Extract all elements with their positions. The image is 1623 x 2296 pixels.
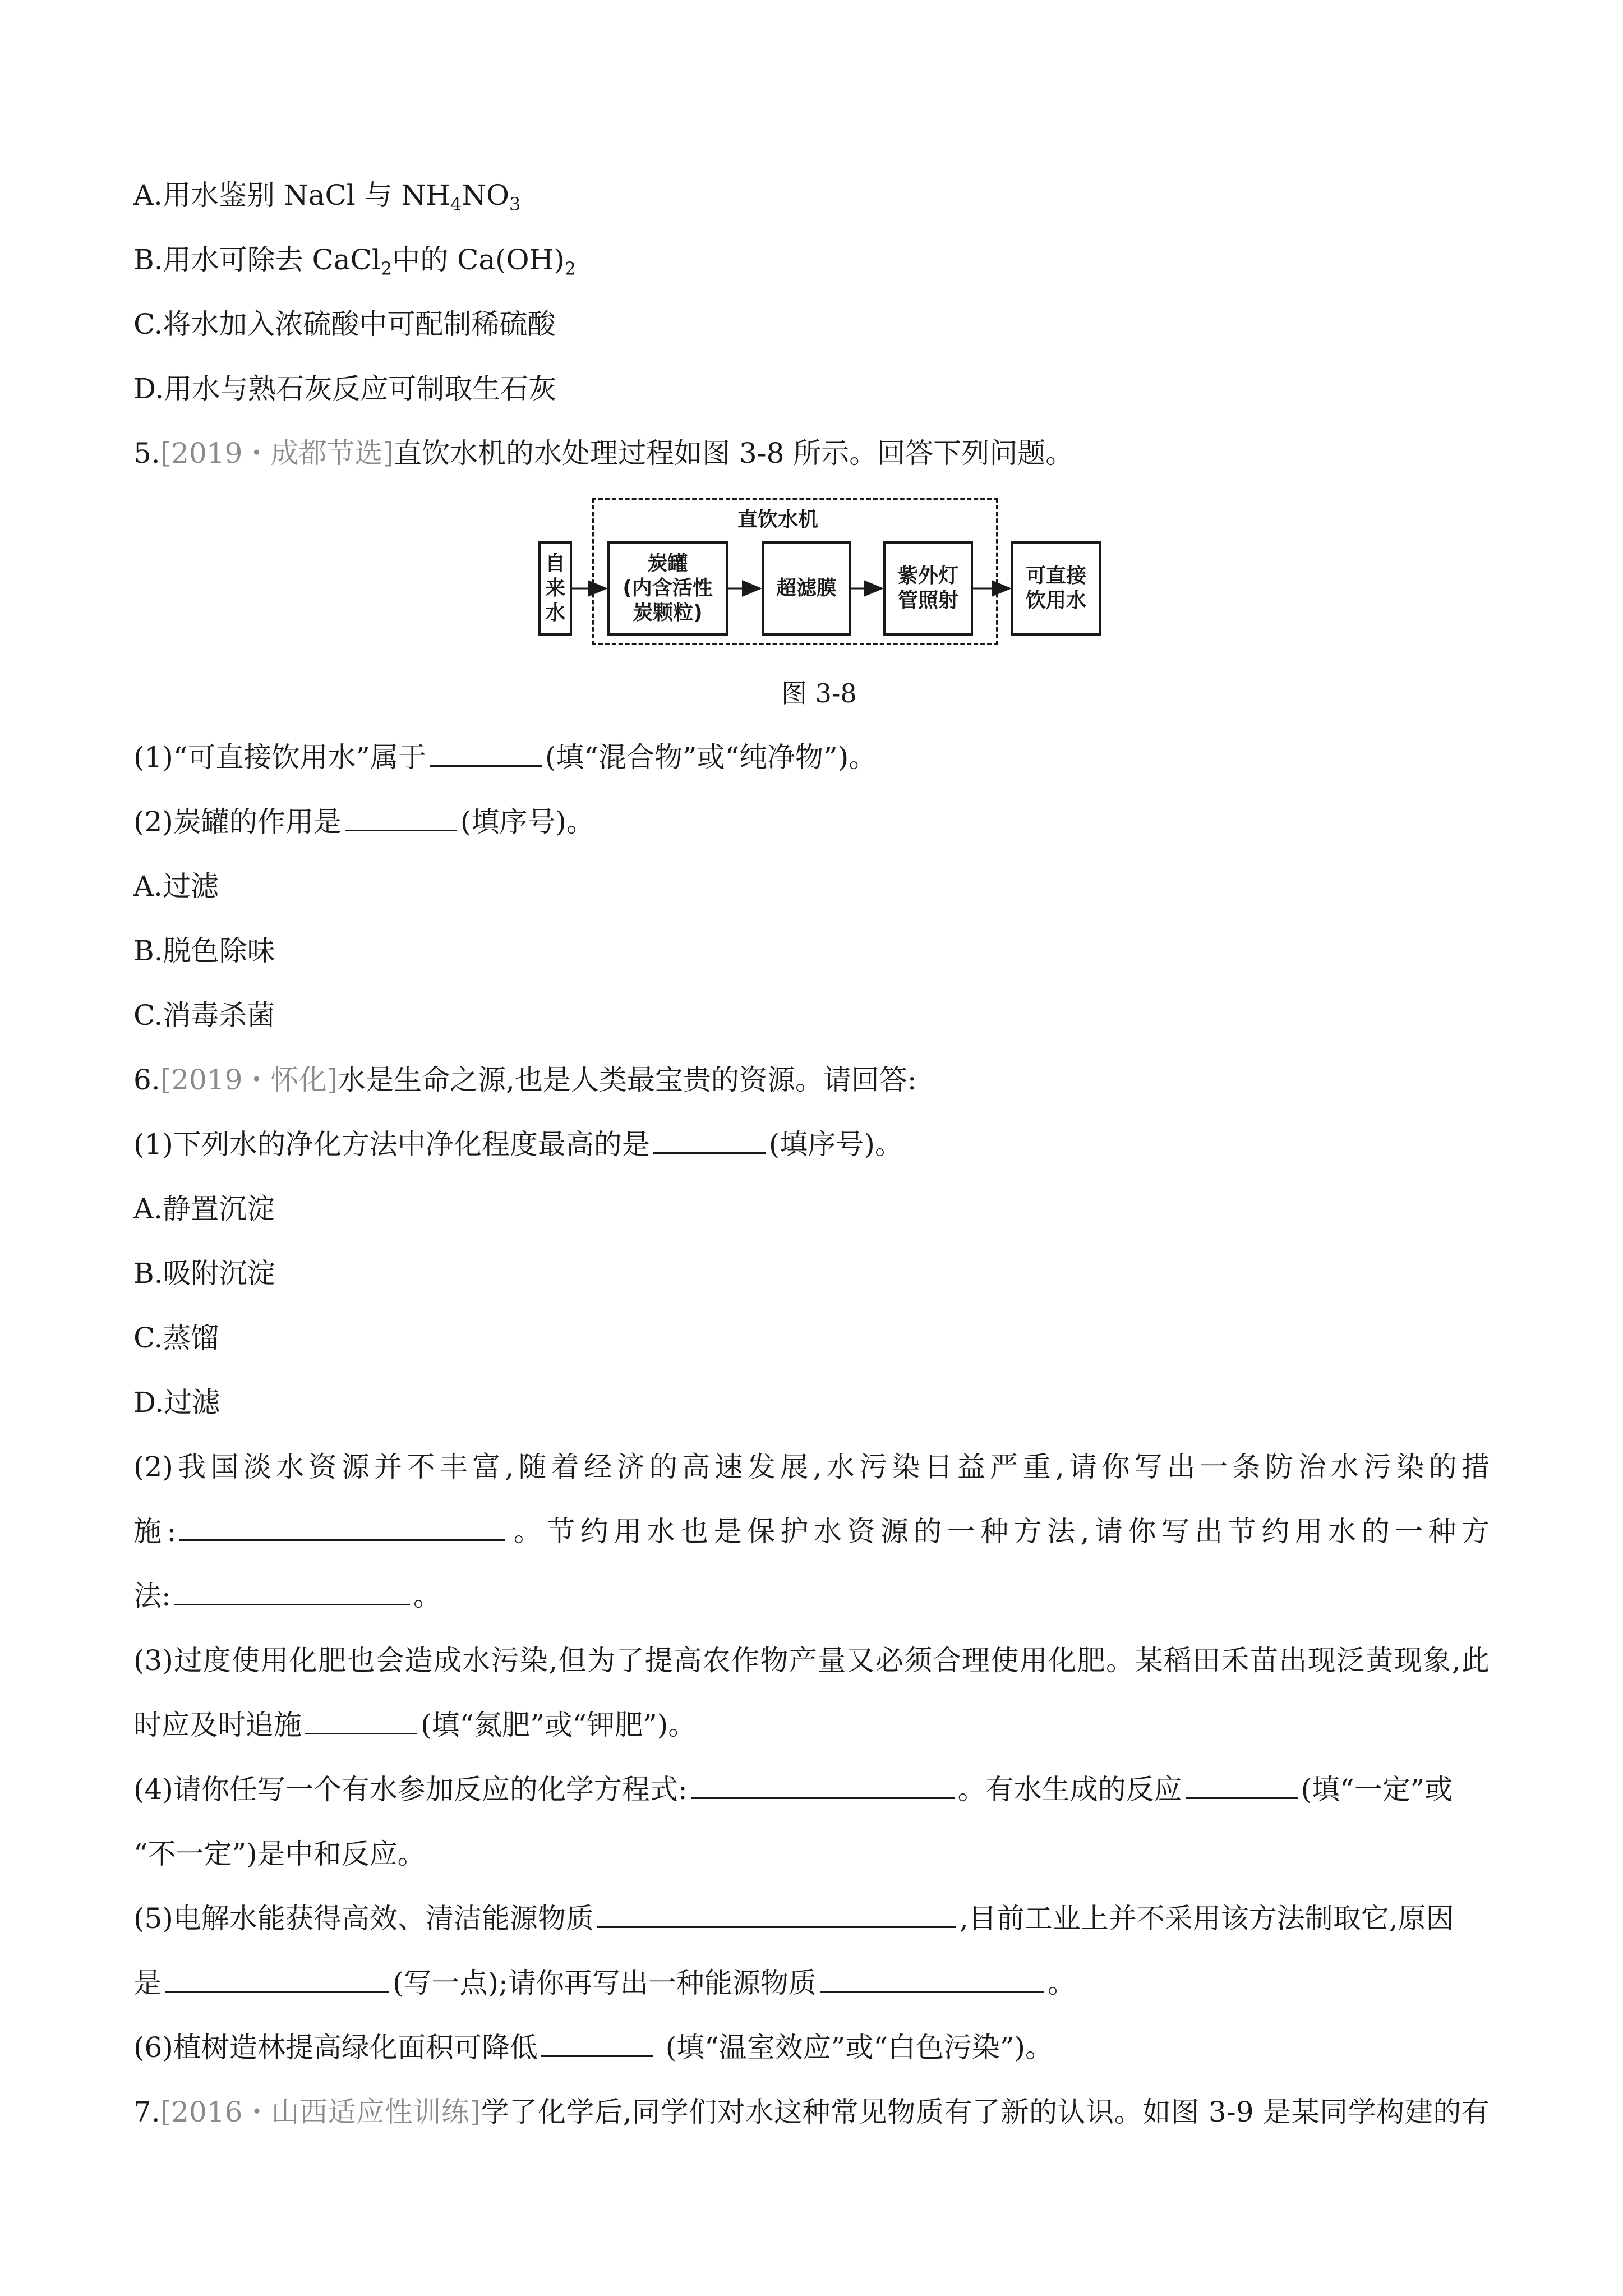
q6-sub3-line2: 时应及时追施 (填“氮肥”或“钾肥”)。 <box>133 1709 697 1741</box>
q6-answer-blank-3[interactable] <box>305 1708 417 1734</box>
q5-sub2: (2)炭罐的作用是 (填序号)。 <box>133 806 594 838</box>
q6-option-c: C.蒸馏 <box>133 1322 219 1354</box>
q6-option-b: B.吸附沉淀 <box>133 1257 275 1290</box>
box-tap-water: 自 来 水 <box>538 541 572 636</box>
q6-sub1: (1)下列水的净化方法中净化程度最高的是 (填序号)。 <box>133 1128 903 1161</box>
figure-caption: 图 3-8 <box>781 678 857 708</box>
q5-number: 5. <box>133 437 160 470</box>
q6-answer-blank-2a[interactable] <box>179 1515 505 1541</box>
q6-sub6: (6)植树造林提高绿化面积可降低 (填“温室效应”或“白色污染”)。 <box>133 2031 1053 2064</box>
q5-sub1: (1)“可直接饮用水”属于 (填“混合物”或“纯净物”)。 <box>133 741 877 774</box>
q4-option-c: C.将水加入浓硫酸中可配制稀硫酸 <box>133 308 556 341</box>
q4-option-b: B.用水可除去 CaCl$_2$中的 $Ca(OH)_2$ <box>133 243 577 279</box>
q4-option-d: D.用水与熟石灰反应可制取生石灰 <box>133 372 557 405</box>
q4-option-a: A.用水鉴别 NaCl 与 $NH_4NO_3$ <box>133 179 521 215</box>
water-process-diagram <box>536 494 1110 651</box>
box-uv-lamp: 紫外灯 管照射 <box>883 541 973 636</box>
q6-answer-blank-4b[interactable] <box>1186 1773 1298 1799</box>
q6-sub5-line1: (5)电解水能获得高效、清洁能源物质 ,目前工业上并不采用该方法制取它,原因 <box>133 1902 1454 1935</box>
box-drinking-water: 可直接 饮用水 <box>1011 541 1101 636</box>
q6-sub4-line1: (4)请你任写一个有水参加反应的化学方程式: 。有水生成的反应 (填“一定”或 <box>133 1773 1453 1806</box>
q6-option-d: D.过滤 <box>133 1386 220 1419</box>
q6-answer-blank-5c[interactable] <box>820 1966 1044 1993</box>
q6-answer-blank-1[interactable] <box>653 1128 766 1154</box>
q6-sub2-line3: 法: 。 <box>133 1580 441 1612</box>
box-ultrafiltration: 超滤膜 <box>762 541 851 636</box>
q6-sub3-line1: (3)过度使用化肥也会造成水污染,但为了提高农作物产量又必须合理使用化肥。某稻田禾苗出现泛黄现象,此 <box>133 1644 1490 1677</box>
q5-stem <box>133 436 1073 470</box>
q6-sub4-line2: “不一定”)是中和反应。 <box>133 1838 426 1870</box>
q6-answer-blank-6[interactable] <box>541 2031 653 2057</box>
machine-title: 直饮水机 <box>737 508 819 531</box>
q5-option-b: B.脱色除味 <box>133 935 275 967</box>
q6-answer-blank-2b[interactable] <box>174 1579 410 1605</box>
box-carbon-tank: 炭罐 (内含活性 炭颗粒) <box>607 541 728 636</box>
q6-answer-blank-5a[interactable] <box>597 1902 956 1928</box>
flow-arrows <box>536 494 1110 651</box>
q5-answer-blank-2[interactable] <box>345 805 457 831</box>
q7-source: [2016・山西适应性训练] <box>160 2096 481 2128</box>
q5-option-a: A.过滤 <box>133 870 219 903</box>
q7-stem: 7.[2016・山西适应性训练]学了化学后,同学们对水这种常见物质有了新的认识。如图 3-9 是某同学构建的有 <box>133 2096 1490 2128</box>
q6-sub5-line2: 是 (写一点);请你再写出一种能源物质 。 <box>133 1967 1076 1999</box>
q5-stem-text: 直饮水机的水处理过程如图 3-8 所示。回答下列问题。 <box>393 437 1074 470</box>
q6-answer-blank-4a[interactable] <box>691 1773 955 1799</box>
q5-option-c: C.消毒杀菌 <box>133 999 275 1032</box>
q5-answer-blank-1[interactable] <box>430 740 542 767</box>
q6-option-a: A.静置沉淀 <box>133 1193 275 1225</box>
q6-sub2-line2: 施: 。节约用水也是保护水资源的一种方法,请你写出节约用水的一种方 <box>133 1515 1490 1548</box>
q6-source: [2019・怀化] <box>160 1064 338 1096</box>
q6-stem: 6.[2019・怀化]水是生命之源,也是人类最宝贵的资源。请回答: <box>133 1064 917 1096</box>
q5-source: [2019・成都节选] <box>160 437 394 470</box>
q6-sub2-line1: (2)我国淡水资源并不丰富,随着经济的高速发展,水污染日益严重,请你写出一条防治水污染的措 <box>133 1451 1490 1483</box>
q6-answer-blank-5b[interactable] <box>165 1966 389 1993</box>
